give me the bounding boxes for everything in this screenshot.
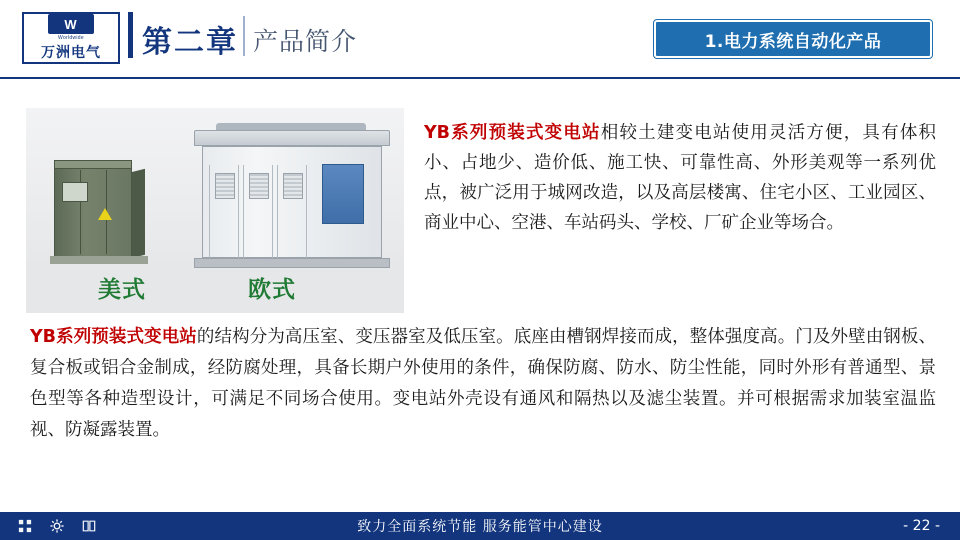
right-paragraph: [424, 118, 936, 238]
eu-vent-louver: [283, 173, 303, 199]
bottom-paragraph: [30, 322, 936, 446]
slide-footer: [0, 512, 960, 540]
section-tab: 1.电力系统自动化产品: [654, 20, 932, 58]
logo-mark: W: [48, 14, 94, 34]
us-cabinet-top: [54, 160, 132, 169]
warning-triangle-icon: [98, 208, 112, 220]
eu-vent-louver: [249, 173, 269, 199]
eu-roof: [194, 130, 390, 146]
us-cabinet-side: [132, 169, 145, 258]
us-control-panel: [62, 182, 88, 202]
european-style-substation-illustration: [194, 130, 390, 272]
company-logo: [22, 12, 120, 64]
us-base-plinth: [50, 256, 148, 264]
figure-label-european: 欧式: [248, 277, 296, 303]
eu-vent-louver: [215, 173, 235, 199]
bottom-paragraph-body: 的结构分为高压室、变压器室及低压室。底座由槽钢焊接而成，整体强度高。门及外壁由钢板、复合板或铝合金制成，经防腐处理，具备长期户外使用的条件，确保防腐、防水、防尘性能，同时外形有普通型、景色型等各种造型设计，可满足不同场合使用。变电站外壳设有通风和隔热以及滤尘装置。并可根据需求加装室温监视、防凝露装置。: [30, 327, 937, 440]
chapter-divider: [243, 16, 245, 56]
bottom-paragraph-keyword: YB系列预装式变电站: [30, 327, 197, 347]
logo-sub-text: Worldwide: [58, 35, 84, 41]
right-paragraph-body: 相较土建变电站使用灵活方便，具有体积小、占地少、造价低、施工快、可靠性高、外形美观等一系列优点，被广泛用于城网改造，以及高层楼寓、住宅小区、工业园区、商业中心、空港、车站码头、学校、厂矿企业等场合。: [424, 123, 937, 233]
right-paragraph-keyword: YB系列预装式变电站: [424, 123, 601, 143]
eu-blue-panel-door: [322, 164, 364, 224]
chapter-subtitle: 产品简介: [253, 27, 358, 56]
chapter-accent-bar: [128, 12, 133, 58]
product-photo: [26, 108, 404, 313]
slide-header: [0, 0, 960, 78]
logo-company-name: 万洲电气: [41, 44, 101, 60]
american-style-substation-illustration: [54, 156, 146, 264]
chapter-title: 第二章: [142, 25, 238, 60]
footer-slogan: 致力全面系统节能 服务能管中心建设: [357, 519, 603, 535]
eu-base-plinth: [194, 258, 390, 268]
footer-page-number: - 22 -: [903, 518, 940, 534]
figure-label-american: 美式: [98, 277, 146, 303]
header-rule: [0, 77, 960, 79]
us-cabinet-body: [54, 166, 132, 258]
